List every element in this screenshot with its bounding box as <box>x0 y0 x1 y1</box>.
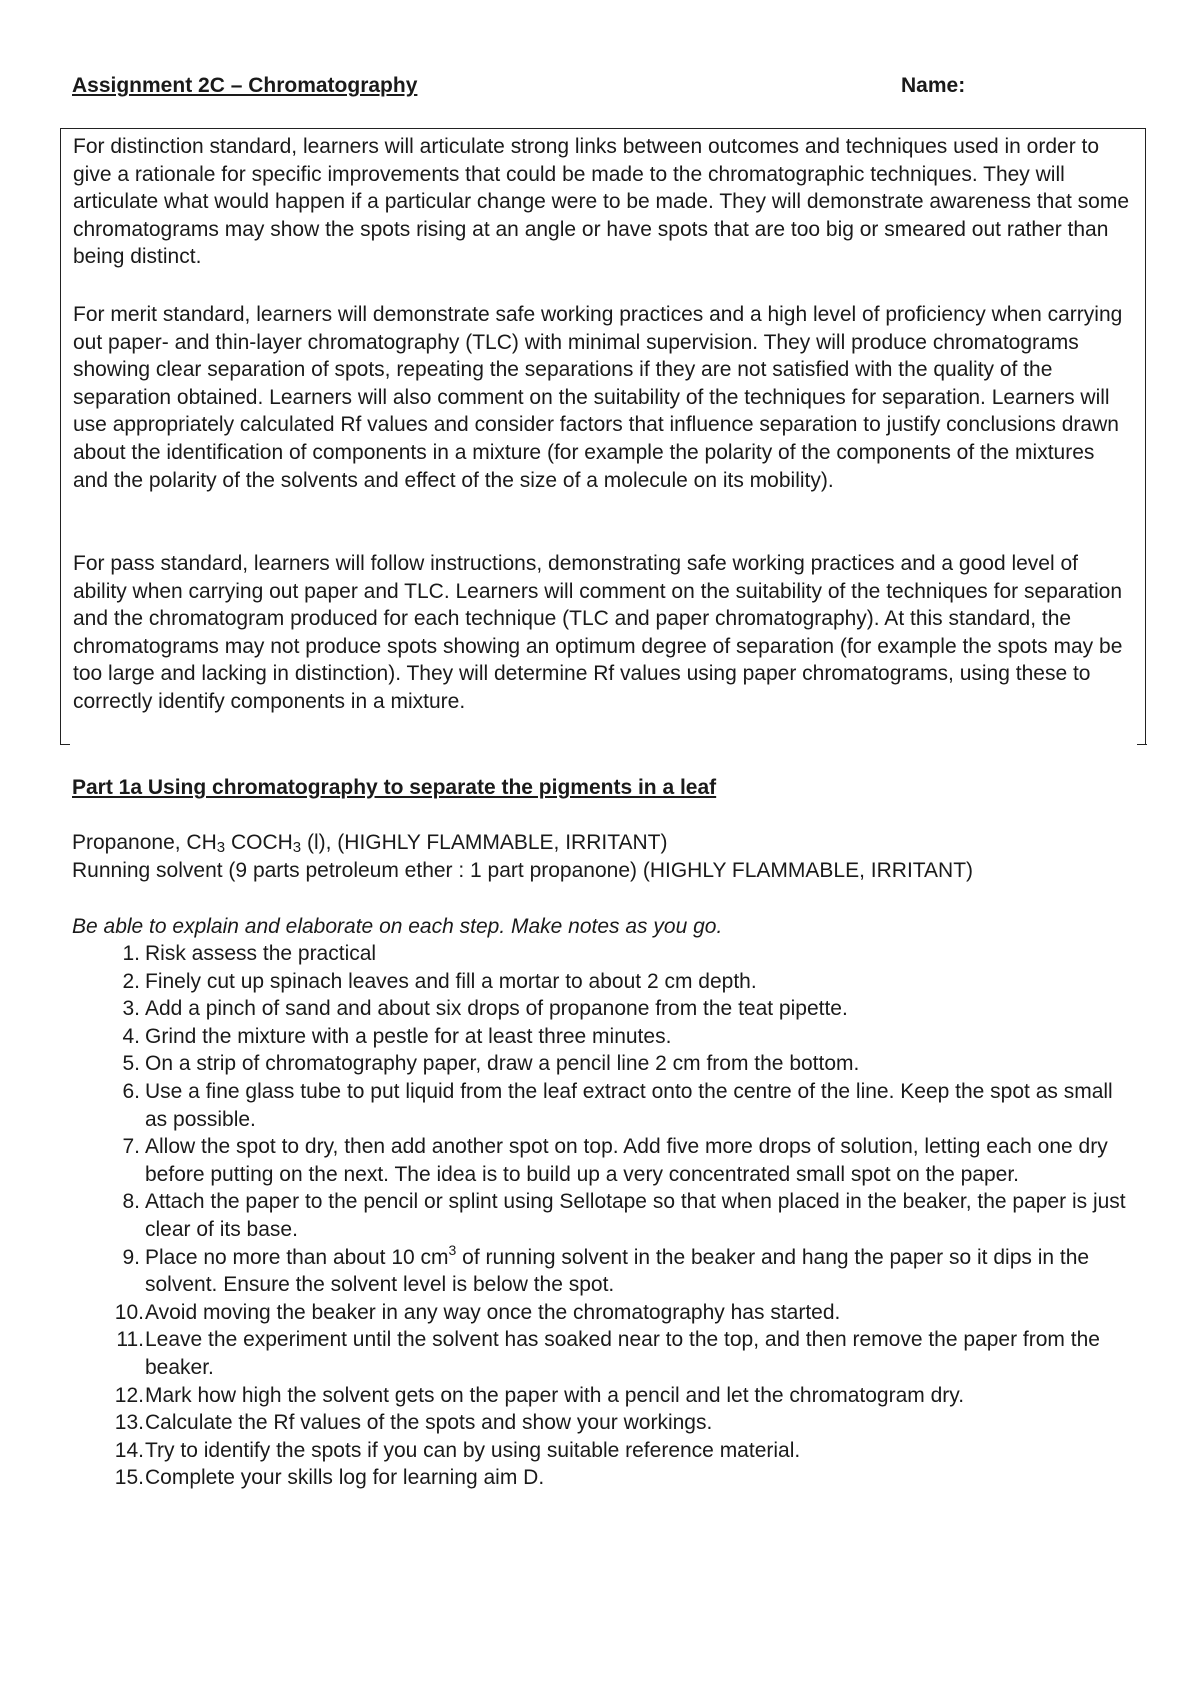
step-number: 12. <box>114 1383 144 1407</box>
list-item <box>72 1382 1132 1410</box>
subscript: 3 <box>216 839 226 856</box>
step-text: Use a fine glass tube to put liquid from the leaf extract onto the centre of the line. Keep the spot as small as possible. <box>145 1079 1113 1131</box>
list-item <box>72 968 1132 996</box>
chemical-propanone <box>72 829 668 857</box>
list-item <box>72 1023 1132 1051</box>
name-label: Name: <box>901 74 966 97</box>
header <box>72 74 1132 104</box>
list-item <box>72 1437 1132 1465</box>
superscript: 3 <box>448 1241 457 1258</box>
step-number: 13. <box>114 1411 144 1435</box>
chemical-running-solvent: Running solvent (9 parts petroleum ether : 1 part propanone) (HIGHLY FLAMMABLE, IRRITANT) <box>72 859 974 882</box>
box-corner-left <box>60 744 70 745</box>
step-number: 1. <box>122 942 140 965</box>
chemical-text: Propanone, CH <box>72 831 217 854</box>
list-item <box>72 1050 1132 1078</box>
step-text: Complete your skills log for learning aim D. <box>145 1466 545 1490</box>
step-text: On a strip of chromatography paper, draw a pencil line 2 cm from the bottom. <box>145 1052 860 1076</box>
list-item <box>72 1464 1132 1492</box>
list-item <box>72 1188 1132 1243</box>
step-number: 3. <box>122 997 140 1021</box>
step-number: 8. <box>122 1190 140 1214</box>
subscript: 3 <box>292 839 302 856</box>
page-title: Assignment 2C – Chromatography <box>72 74 418 97</box>
step-number: 10. <box>114 1300 144 1324</box>
procedure-steps <box>72 940 1132 1492</box>
step-number: 15. <box>114 1466 144 1490</box>
step-text: Place no more than about 10 cm <box>145 1245 449 1269</box>
grading-criteria-box <box>60 128 1146 745</box>
step-number: 11. <box>116 1328 144 1352</box>
step-text: Grind the mixture with a pestle for at least three minutes. <box>145 1024 672 1048</box>
step-number: 6. <box>122 1079 140 1103</box>
list-item <box>72 1299 1132 1327</box>
list-item <box>72 1078 1132 1133</box>
box-corner-right <box>1137 744 1147 745</box>
list-item <box>72 995 1132 1023</box>
chemical-text: (l), (HIGHLY FLAMMABLE, IRRITANT) <box>301 831 668 854</box>
step-number: 14. <box>114 1438 144 1462</box>
step-text: Calculate the Rf values of the spots and show your workings. <box>145 1411 713 1435</box>
step-number: 2. <box>122 969 140 993</box>
step-text: Add a pinch of sand and about six drops of propanone from the teat pipette. <box>145 997 848 1021</box>
section-title: Part 1a Using chromatography to separate the pigments in a leaf <box>72 776 717 799</box>
chemical-text: COCH <box>225 831 293 854</box>
step-text: Mark how high the solvent gets on the paper with a pencil and let the chromatogram dry. <box>145 1383 965 1407</box>
list-item <box>72 1241 1132 1299</box>
step-text: of running solvent in the beaker and hang the paper so it dips in the solvent. Ensure the solvent level is below the spot. <box>145 1245 1090 1297</box>
merit-criteria: For merit standard, learners will demonstrate safe working practices and a high level of proficiency when carrying out paper- and thin-layer chromatography (TLC) with minimal supervision. They will produce chromatograms showing clear separation of spots, repeating the separations if they are not satisfied with the quality of the separation obtained. Learners will also comment on the suitability of the techniques for separation. Learners will use appropriately calculated Rf values and consider factors that influence separation to justify conclusions drawn about the identification of components in a mixture (for example the polarity of the components of the mixtures and the polarity of the solvents and effect of the size of a molecule on its mobility). <box>73 303 1123 492</box>
step-text: Finely cut up spinach leaves and fill a mortar to about 2 cm depth. <box>145 969 757 993</box>
list-item <box>72 940 1132 968</box>
step-text: Try to identify the spots if you can by using suitable reference material. <box>145 1438 801 1462</box>
step-text: Risk assess the practical <box>145 942 377 965</box>
step-number: 7. <box>122 1135 140 1159</box>
step-text: Allow the spot to dry, then add another spot on top. Add five more drops of solution, letting each one dry before putting on the next. The idea is to build up a very concentrated small spot on the paper. <box>145 1135 1108 1186</box>
instruction-note: Be able to explain and elaborate on each step. Make notes as you go. <box>72 915 723 938</box>
step-text: Avoid moving the beaker in any way once the chromatography has started. <box>145 1300 841 1324</box>
list-item <box>72 1133 1132 1188</box>
step-number: 4. <box>122 1024 140 1048</box>
pass-criteria: For pass standard, learners will follow instructions, demonstrating safe working practices and a good level of ability when carrying out paper and TLC. Learners will comment on the suitability of the techniques for separation and the chromatogram produced for each technique (TLC and paper chromatography). At this standard, the chromatograms may not produce spots showing an optimum degree of separation (for example the spots may be too large and lacking in distinction). They will determine Rf values using paper chromatograms, using these to correctly identify components in a mixture. <box>73 552 1123 713</box>
step-text: Attach the paper to the pencil or splint using Sellotape so that when placed in the beaker, the paper is just clear of its base. <box>145 1190 1126 1241</box>
distinction-criteria: For distinction standard, learners will articulate strong links between outcomes and techniques used in order to give a rationale for specific improvements that could be made to the chromatographic techniques. They will articulate what would happen if a particular change were to be made. They will demonstrate awareness that some chromatograms may show the spots rising at an angle or have spots that are too big or smeared out rather than being distinct. <box>73 135 1130 269</box>
list-item <box>72 1326 1132 1381</box>
step-text: Leave the experiment until the solvent has soaked near to the top, and then remove the paper from the beaker. <box>145 1328 1100 1379</box>
step-number: 5. <box>122 1052 140 1076</box>
list-item <box>72 1409 1132 1437</box>
step-number: 9. <box>122 1245 140 1269</box>
